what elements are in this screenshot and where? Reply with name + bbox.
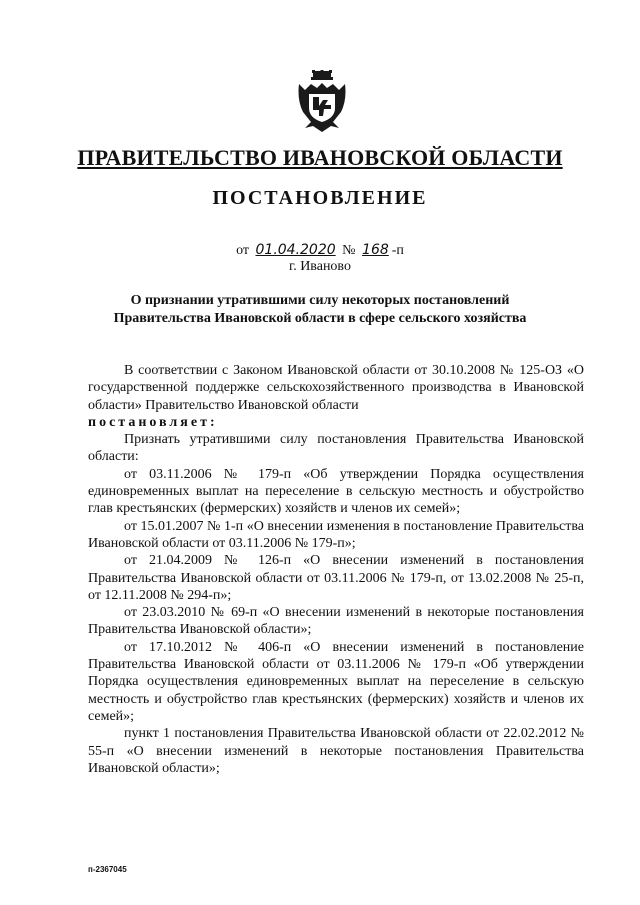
list-item: от 21.04.2009 № 126-п «О внесении изменений в постановления Правительства Ивановской области от 03.11.2006 № 179-п, от 13.02.2008 № 25-п, от 12.11.2008 № 294-п»; xyxy=(88,553,584,603)
document-code: п-2367045 xyxy=(88,865,127,874)
decree-number: 168 xyxy=(362,242,389,258)
list-item: от 15.01.2007 № 1-п «О внесении изменения в постановление Правительства Ивановской области от 03.11.2006 № 179-п»; xyxy=(88,518,584,551)
subject-line-1: О признании утратившими силу некоторых постановлений xyxy=(130,293,510,308)
decree-subject xyxy=(0,292,640,328)
subject-line-2: Правительства Ивановской области в сфере сельского хозяйства xyxy=(113,311,527,326)
number-prefix: № xyxy=(342,243,356,258)
city-name: г. Иваново xyxy=(289,259,351,274)
list-item: от 17.10.2012 № 406-п «О внесении изменений в постановление Правительства Ивановской области от 03.11.2006 № 179-п «Об утверждении Порядка осуществления единовременных выплат на переселение в сельскую местность и обустройство глав крестьянских (фермерских) хозяйств и членов их семей»; xyxy=(88,639,584,724)
government-name: ПРАВИТЕЛЬСТВО ИВАНОВСКОЙ ОБЛАСТИ xyxy=(77,145,563,170)
list-item: от 23.03.2010 № 69-п «О внесении изменений в некоторые постановления Правительства Ивановской области»; xyxy=(88,605,584,638)
resolves-keyword: постановляет: xyxy=(88,414,218,430)
number-suffix: -п xyxy=(391,243,404,258)
list-item: от 03.11.2006 № 179-п «Об утверждении Порядка осуществления единовременных выплат на переселение в сельскую местность и обустройство глав крестьянских (фермерских) хозяйств и членов их семей»; xyxy=(88,466,584,517)
intro-paragraph: В соответствии с Законом Ивановской области от 30.10.2008 № 125-ОЗ «О государственной поддержке сельскохозяйственного производства в Ивановской области» Правительство Ивановской области xyxy=(88,363,584,413)
decree-body xyxy=(88,362,584,777)
decree-date: 01.04.2020 xyxy=(255,242,336,258)
document-type: ПОСТАНОВЛЕНИЕ xyxy=(212,187,428,209)
ivanovo-coat-of-arms-icon xyxy=(297,70,347,132)
list-item: Признать утратившими силу постановления Правительства Ивановской области: xyxy=(88,432,584,465)
date-prefix: от xyxy=(236,243,249,258)
date-number-line xyxy=(0,242,640,259)
list-item: пункт 1 постановления Правительства Ивановской области от 22.02.2012 № 55-п «О внесении изменений в некоторые постановления Правительства Ивановской области»; xyxy=(88,726,584,776)
